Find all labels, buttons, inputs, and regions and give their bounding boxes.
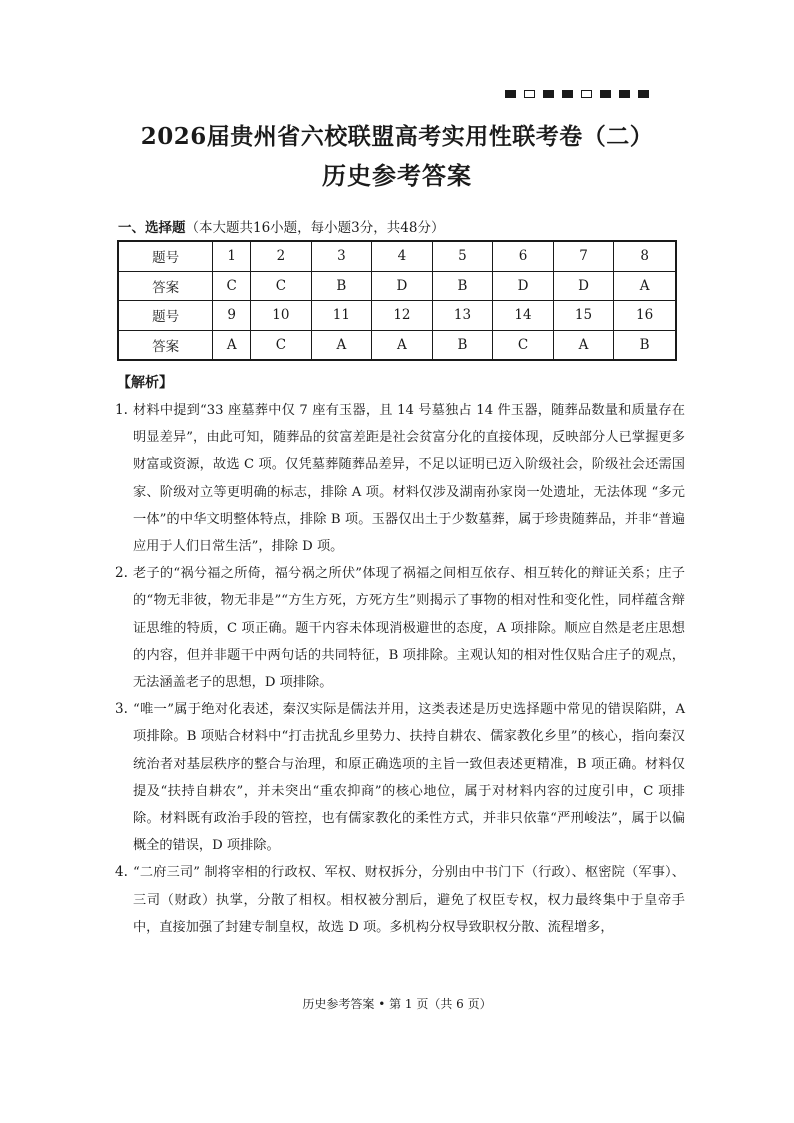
- table-cell: A: [311, 330, 372, 360]
- square-mark: [562, 90, 573, 98]
- table-cell: 14: [493, 301, 554, 331]
- table-cell: D: [493, 271, 554, 301]
- table-cell: D: [372, 271, 433, 301]
- table-row: [118, 301, 676, 331]
- table-cell: 11: [311, 301, 372, 331]
- item-text: 材料中提到“33 座墓葬中仅 7 座有玉器，且 14 号墓独占 14 件玉器，随葬品数量和质量存在明显差异”，由此可知，随葬品的贫富差距是社会贫富分化的直接体现，反映部分人已掌握更多财富或资源，故选 C 项。仅凭墓葬随葬品差异，不足以证明已迈入阶级社会，阶级社会还需国家、阶级对立等更明确的标志，排除 A 项。材料仅涉及湖南孙家岗一处遗址，无法体现 “多元一体”的中华文明整体特点，排除 B 项。玉器仅出土于少数墓葬，属于珍贵随葬品，并非“普遍应用于人们日常生活”，排除 D 项。: [133, 403, 685, 555]
- table-cell: A: [553, 330, 614, 360]
- item-number: 1.: [115, 402, 128, 418]
- table-cell: 7: [553, 241, 614, 271]
- square-mark: [638, 90, 649, 98]
- exam-subtitle: 历史参考答案: [322, 161, 472, 190]
- exam-title: 2026届贵州省六校联盟高考实用性联考卷（二）: [140, 123, 654, 150]
- section-label: 一、选择题: [118, 220, 186, 236]
- table-cell: 9: [213, 301, 251, 331]
- square-mark: [524, 90, 535, 98]
- row-header: 题号: [118, 301, 213, 331]
- table-cell: 8: [614, 241, 676, 271]
- table-cell: 10: [251, 301, 312, 331]
- list-item: [115, 696, 685, 859]
- row-header: 答案: [118, 271, 213, 301]
- table-cell: 1: [213, 241, 251, 271]
- table-cell: 6: [493, 241, 554, 271]
- section-note: （本大题共16小题，每小题3分，共48分）: [185, 220, 445, 236]
- answer-table: [117, 240, 677, 361]
- table-cell: 16: [614, 301, 676, 331]
- table-cell: C: [493, 330, 554, 360]
- header-squares: [505, 90, 649, 98]
- item-text: “唯一”属于绝对化表述，秦汉实际是儒法并用，这类表述是历史选择题中常见的错误陷阱，A 项排除。B 项贴合材料中“打击扰乱乡里势力、扶持自耕农、儒家教化乡里”的核心，指向秦汉统治者对基层秩序的整合与治理，和原正确选项的主旨一致但表述更精准，B 项正确。材料仅提及“扶持自耕农”，并未突出“重农抑商”的核心地位，属于对材料内容的过度引申，C 项排除。材料既有政治手段的管控，也有儒家教化的柔性方式，并非只依靠“严刑峻法”，属于以偏概全的错误，D 项排除。: [133, 702, 685, 854]
- section-heading: [118, 216, 444, 236]
- item-number: 2.: [115, 565, 128, 582]
- row-header: 答案: [118, 330, 213, 360]
- table-cell: 5: [432, 241, 493, 271]
- square-mark: [619, 90, 630, 98]
- table-cell: 15: [553, 301, 614, 331]
- item-number: 3.: [115, 701, 128, 718]
- item-number: 4.: [115, 864, 128, 881]
- list-item: [115, 859, 685, 941]
- table-cell: B: [432, 271, 493, 301]
- table-cell: A: [372, 330, 433, 360]
- table-cell: A: [614, 271, 676, 301]
- list-item: [115, 560, 685, 696]
- square-mark: [581, 90, 592, 98]
- table-cell: B: [311, 271, 372, 301]
- table-row: [118, 241, 676, 271]
- table-cell: 3: [311, 241, 372, 271]
- item-text: “二府三司” 制将宰相的行政权、军权、财权拆分，分别由中书门下（行政）、枢密院（军事）、三司（财政）执掌，分散了相权。相权被分割后，避免了权臣专权，权力最终集中于皇帝手中，直接加强了封建专制皇权，故选 D 项。多机构分权导致职权分散、流程增多，: [133, 865, 685, 935]
- table-cell: B: [432, 330, 493, 360]
- table-row: [118, 330, 676, 360]
- square-mark: [600, 90, 611, 98]
- square-mark: [505, 90, 516, 98]
- table-cell: C: [251, 271, 312, 301]
- table-cell: 4: [372, 241, 433, 271]
- table-cell: 13: [432, 301, 493, 331]
- table-cell: 2: [251, 241, 312, 271]
- table-cell: A: [213, 330, 251, 360]
- table-cell: D: [553, 271, 614, 301]
- analysis-heading: 【解析】: [117, 375, 173, 391]
- table-row: [118, 271, 676, 301]
- table-cell: C: [251, 330, 312, 360]
- table-cell: C: [213, 271, 251, 301]
- square-mark: [543, 90, 554, 98]
- table-cell: B: [614, 330, 676, 360]
- row-header: 题号: [118, 241, 213, 271]
- table-cell: 12: [372, 301, 433, 331]
- page-footer: 历史参考答案 • 第 1 页（共 6 页）: [302, 997, 492, 1011]
- item-text: 老子的“祸兮福之所倚，福兮祸之所伏”体现了祸福之间相互依存、相互转化的辩证关系；庄子的“物无非彼，物无非是”“方生方死，方死方生”则揭示了事物的相对性和变化性，同样蕴含辩证思维的特质，C 项正确。题干内容未体现消极避世的态度，A 项排除。顺应自然是老庄思想的内容，但并非题干中两句话的共同特征，B 项排除。主观认知的相对性仅贴合庄子的观点，无法涵盖老子的思想，D 项排除。: [133, 566, 685, 691]
- list-item: [115, 397, 685, 560]
- analysis-list: [115, 397, 685, 941]
